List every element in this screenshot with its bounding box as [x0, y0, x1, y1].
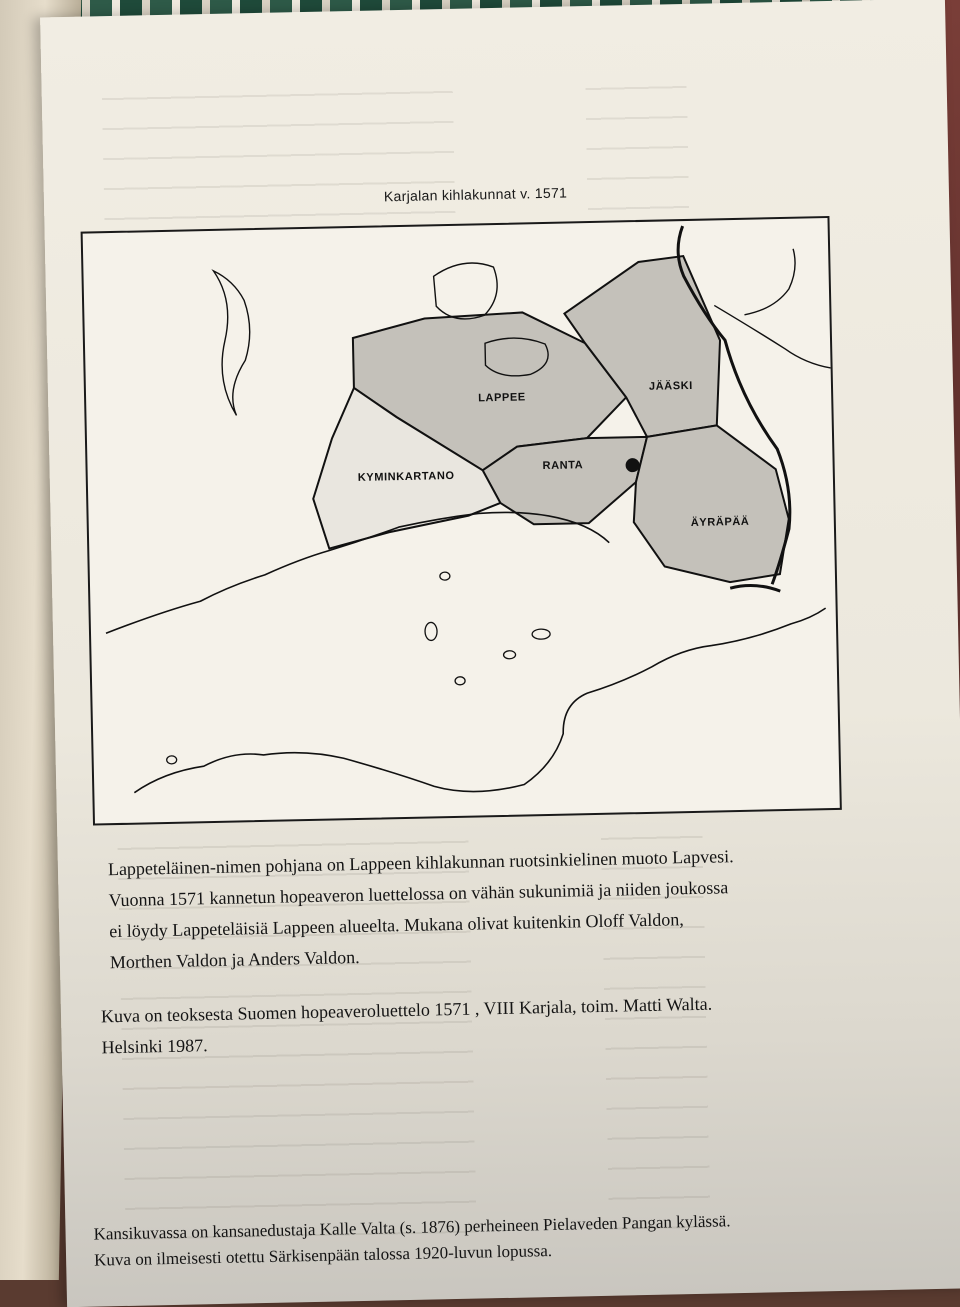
region-label-kyminkartano: KYMINKARTANO	[357, 469, 455, 484]
island	[167, 756, 177, 764]
island	[455, 677, 465, 685]
southern-coast	[131, 608, 830, 799]
caption-line: Morthen Valdon ja Anders Valdon.	[109, 946, 360, 973]
island	[425, 622, 437, 640]
caption-line: ei löydy Lappeteläisiä Lappeen alueelta. Mukana olivat kuitenkin Oloff Valdon,	[109, 909, 685, 942]
region-label-jaaski: JÄÄSKI	[648, 379, 694, 393]
region-label-ayrapaa: ÄYRÄPÄÄ	[690, 515, 750, 529]
map-drawing	[83, 218, 840, 823]
map-title: Karjalan kihlakunnat v. 1571	[383, 184, 568, 205]
island	[532, 629, 550, 639]
northern-lake	[433, 262, 497, 319]
region-ayrapaa-area	[632, 424, 790, 584]
east-river	[713, 248, 830, 370]
cover-note-line: Kansikuvassa on kansanedustaja Kalle Valta (s. 1876) perheineen Pielaveden Pangan kylässä.	[93, 1211, 731, 1244]
border-line-end	[730, 585, 780, 592]
source-line: Helsinki 1987.	[101, 1035, 208, 1058]
region-label-lappee: LAPPEE	[478, 391, 526, 405]
island	[440, 572, 450, 580]
island	[503, 651, 515, 659]
source-line: Kuva on teoksesta Suomen hopeaveroluettelo 1571 , VIII Karjala, toim. Matti Walta.	[100, 993, 713, 1027]
book-page	[40, 0, 960, 1307]
historical-map	[81, 216, 842, 826]
region-label-ranta: RANTA	[542, 459, 584, 473]
map-caption	[108, 838, 880, 978]
cover-note-line: Kuva on ilmeisesti otettu Särkisenpään talossa 1920-luvun lopussa.	[93, 1241, 553, 1270]
caption-line: Vuonna 1571 kannetun hopeaveron luettelossa on vähän sukunimiä ja niiden joukossa	[108, 877, 729, 911]
caption-line: Lappeteläinen-nimen pohjana on Lappeen kihlakunnan ruotsinkielinen muoto Lapvesi.	[107, 846, 734, 880]
northwest-lake	[213, 270, 251, 416]
